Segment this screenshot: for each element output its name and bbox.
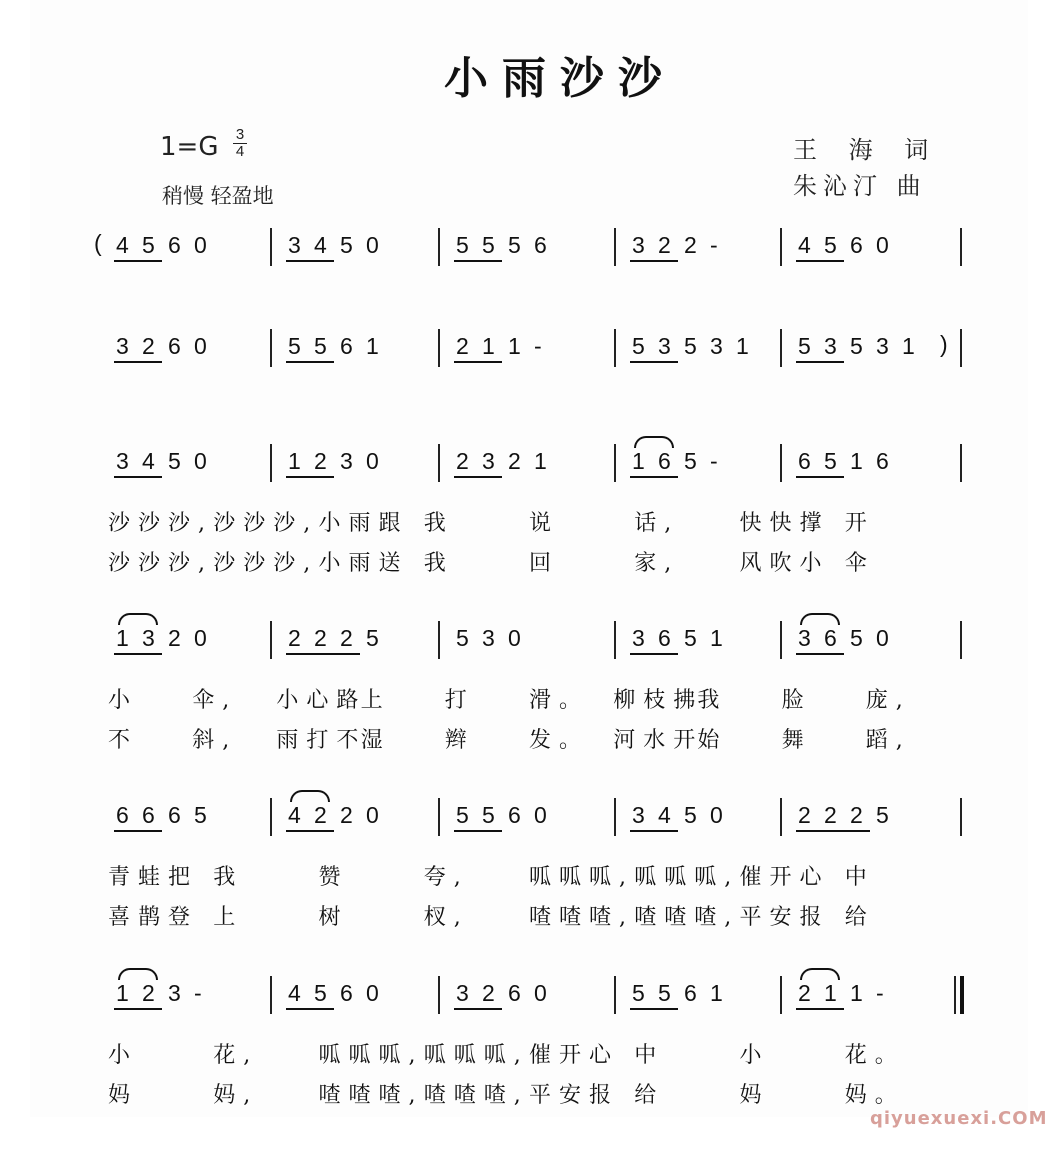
- note-0: 0: [534, 802, 547, 828]
- note-5: 5: [850, 333, 863, 359]
- lyric-word: 上: [360, 688, 391, 713]
- composer-credit: 朱沁汀 曲: [793, 172, 927, 200]
- beam-underline: [114, 476, 162, 478]
- time-signature: [233, 128, 247, 159]
- barline: [960, 798, 962, 836]
- lyric-word: 发。: [529, 728, 590, 753]
- lyric-word: 小雨送: [318, 551, 409, 576]
- lyric-word: 我: [697, 688, 728, 713]
- note-2: 2: [340, 625, 353, 651]
- note-6: 6: [168, 802, 181, 828]
- lyric-word: 伞: [844, 551, 875, 576]
- lyric-word: 小: [739, 1043, 770, 1068]
- note-5: 5: [824, 448, 837, 474]
- note-6: 6: [340, 333, 353, 359]
- note-2: 2: [824, 802, 837, 828]
- note-2: 2: [142, 980, 155, 1006]
- beam-underline: [286, 653, 360, 655]
- lyric-word: 打: [444, 688, 475, 713]
- note-1: 1: [366, 333, 379, 359]
- barline: [438, 621, 440, 659]
- note-4: 4: [116, 232, 129, 258]
- note-2: 2: [798, 802, 811, 828]
- lyric-word: 我: [423, 551, 454, 576]
- lyric-word: 喜鹊登: [108, 905, 199, 930]
- site-watermark: qiyuexuexi.COM: [870, 1108, 1048, 1129]
- beam-underline: [796, 830, 870, 832]
- barline: [614, 329, 616, 367]
- beam-underline: [114, 653, 162, 655]
- lyric-word: 给: [634, 1083, 665, 1108]
- note-1: 1: [850, 980, 863, 1006]
- note-6: 6: [116, 802, 129, 828]
- slur-mark: [118, 968, 158, 980]
- beam-underline: [796, 260, 844, 262]
- lyric-word: 呱呱呱,: [318, 1043, 424, 1068]
- lyric-word: 中: [844, 865, 875, 890]
- beam-underline: [454, 476, 502, 478]
- note-6: 6: [798, 448, 811, 474]
- note-4: 4: [658, 802, 671, 828]
- note-2: 2: [168, 625, 181, 651]
- lyric-word: 喳喳喳,: [529, 905, 634, 930]
- beam-underline: [630, 361, 678, 363]
- note-6: 6: [658, 448, 671, 474]
- beam-underline: [796, 1008, 844, 1010]
- note-1: 1: [710, 625, 723, 651]
- note-6: 6: [508, 802, 521, 828]
- note-2: 2: [658, 232, 671, 258]
- note-5: 5: [314, 333, 327, 359]
- lyric-word: 呱呱呱,: [634, 865, 740, 890]
- lyric-word: 喳喳喳,: [318, 1083, 424, 1108]
- note-1: 1: [534, 448, 547, 474]
- note-6: 6: [168, 333, 181, 359]
- note-0: 0: [876, 232, 889, 258]
- lyric-word: 花,: [213, 1043, 259, 1068]
- lyric-word: 舞: [781, 728, 812, 753]
- beam-underline: [286, 361, 334, 363]
- lyric-word: 蹈,: [865, 728, 911, 753]
- note-6: 6: [508, 980, 521, 1006]
- note-6: 6: [340, 980, 353, 1006]
- barline: [270, 976, 272, 1014]
- note-1: 1: [824, 980, 837, 1006]
- note-5: 5: [168, 448, 181, 474]
- note-0: 0: [508, 625, 521, 651]
- note-3: 3: [798, 625, 811, 651]
- lyric-word: 小心路: [276, 688, 367, 713]
- note-5: 5: [508, 232, 521, 258]
- note-4: 4: [798, 232, 811, 258]
- note-2: 2: [288, 625, 301, 651]
- note-5: 5: [850, 625, 863, 651]
- lyric-word: 家,: [634, 551, 680, 576]
- barline: [954, 976, 956, 1014]
- note-3: 3: [876, 333, 889, 359]
- lyric-word: 开: [844, 511, 875, 536]
- note-5: 5: [288, 333, 301, 359]
- note-2: 2: [456, 448, 469, 474]
- barline: [438, 976, 440, 1014]
- lyric-word: 妈,: [213, 1083, 259, 1108]
- note-6: 6: [876, 448, 889, 474]
- tempo-marking: 稍慢 轻盈地: [162, 184, 274, 208]
- barline: [438, 329, 440, 367]
- note-dash: -: [534, 333, 542, 359]
- note-3: 3: [632, 232, 645, 258]
- barline: [438, 444, 440, 482]
- note-2: 2: [798, 980, 811, 1006]
- key-signature: 1=G: [160, 132, 219, 162]
- lyric-word: 沙沙沙,: [108, 511, 213, 536]
- barline: [438, 798, 440, 836]
- note-dash: -: [710, 232, 718, 258]
- final-barline: [960, 976, 964, 1014]
- beam-underline: [796, 361, 844, 363]
- lyric-word: 小雨跟: [318, 511, 409, 536]
- note-6: 6: [168, 232, 181, 258]
- lyric-word: 滑。: [529, 688, 590, 713]
- note-dash: -: [710, 448, 718, 474]
- lyric-word: 青蛙把: [108, 865, 199, 890]
- barline: [960, 444, 962, 482]
- lyric-word: 辫: [444, 728, 475, 753]
- note-3: 3: [824, 333, 837, 359]
- beam-underline: [286, 476, 334, 478]
- time-signature-top: 3: [235, 126, 245, 143]
- beam-underline: [454, 830, 502, 832]
- barline: [614, 621, 616, 659]
- beam-underline: [454, 361, 502, 363]
- note-3: 3: [456, 980, 469, 1006]
- lyric-word: 快快撑: [739, 511, 830, 536]
- note-2: 2: [314, 448, 327, 474]
- note-1: 1: [736, 333, 749, 359]
- barline: [614, 228, 616, 266]
- note-4: 4: [314, 232, 327, 258]
- note-5: 5: [798, 333, 811, 359]
- note-5: 5: [456, 232, 469, 258]
- note-3: 3: [710, 333, 723, 359]
- beam-underline: [796, 476, 844, 478]
- lyric-word: 给: [844, 905, 875, 930]
- lyric-word: 风吹小: [739, 551, 830, 576]
- lyric-word: 河水开: [613, 728, 704, 753]
- note-5: 5: [456, 802, 469, 828]
- note-1: 1: [482, 333, 495, 359]
- lyric-word: 小: [108, 1043, 139, 1068]
- lyric-word: 湿: [360, 728, 391, 753]
- note-5: 5: [142, 232, 155, 258]
- lyric-word: 催开心: [529, 1043, 620, 1068]
- note-3: 3: [116, 448, 129, 474]
- lyric-word: 脸: [781, 688, 812, 713]
- barline: [614, 798, 616, 836]
- barline: [270, 621, 272, 659]
- note-1: 1: [710, 980, 723, 1006]
- lyric-word: 说: [529, 511, 560, 536]
- beam-underline: [286, 260, 334, 262]
- note-2: 2: [314, 625, 327, 651]
- note-5: 5: [684, 333, 697, 359]
- lyric-word: 雨打不: [276, 728, 367, 753]
- barline: [960, 621, 962, 659]
- beam-underline: [796, 653, 844, 655]
- note-2: 2: [482, 980, 495, 1006]
- slur-mark: [800, 613, 840, 625]
- lyric-word: 喳喳喳,: [634, 905, 740, 930]
- lyric-word: 庞,: [865, 688, 911, 713]
- barline: [780, 976, 782, 1014]
- note-3: 3: [658, 333, 671, 359]
- note-5: 5: [340, 232, 353, 258]
- lyric-word: 斜,: [192, 728, 238, 753]
- note-5: 5: [482, 232, 495, 258]
- note-1: 1: [116, 980, 129, 1006]
- beam-underline: [630, 476, 678, 478]
- lyricist-credit: 王 海 词: [793, 136, 941, 164]
- note-0: 0: [534, 980, 547, 1006]
- lyric-word: 呱呱呱,: [529, 865, 634, 890]
- note-3: 3: [632, 802, 645, 828]
- lyric-word: 始: [697, 728, 728, 753]
- note-0: 0: [710, 802, 723, 828]
- note-0: 0: [194, 625, 207, 651]
- lyric-word: 催开心: [739, 865, 830, 890]
- beam-underline: [630, 653, 678, 655]
- close-paren: ): [940, 331, 948, 357]
- note-6: 6: [684, 980, 697, 1006]
- barline: [438, 228, 440, 266]
- lyric-word: 柳枝拂: [613, 688, 704, 713]
- note-1: 1: [850, 448, 863, 474]
- barline: [270, 798, 272, 836]
- note-4: 4: [142, 448, 155, 474]
- song-title: 小雨沙沙: [444, 53, 676, 104]
- lyric-word: 平安报: [739, 905, 830, 930]
- note-2: 2: [142, 333, 155, 359]
- lyric-word: 我: [423, 511, 454, 536]
- note-5: 5: [456, 625, 469, 651]
- slur-mark: [290, 790, 330, 802]
- lyric-word: 伞,: [192, 688, 238, 713]
- lyric-word: 不: [108, 728, 139, 753]
- note-3: 3: [482, 448, 495, 474]
- barline: [270, 228, 272, 266]
- beam-underline: [114, 1008, 162, 1010]
- note-3: 3: [116, 333, 129, 359]
- note-1: 1: [632, 448, 645, 474]
- score-sheet: [30, 0, 1048, 1129]
- lyric-word: 中: [634, 1043, 665, 1068]
- note-5: 5: [658, 980, 671, 1006]
- note-5: 5: [684, 802, 697, 828]
- note-2: 2: [684, 232, 697, 258]
- lyric-word: 赞: [318, 865, 349, 890]
- lyric-word: 树: [318, 905, 349, 930]
- beam-underline: [114, 361, 162, 363]
- note-6: 6: [850, 232, 863, 258]
- barline: [780, 329, 782, 367]
- lyric-word: 喳喳喳,: [423, 1083, 529, 1108]
- note-4: 4: [288, 802, 301, 828]
- note-1: 1: [288, 448, 301, 474]
- barline: [270, 444, 272, 482]
- note-2: 2: [850, 802, 863, 828]
- note-0: 0: [194, 333, 207, 359]
- note-5: 5: [632, 980, 645, 1006]
- slur-mark: [800, 968, 840, 980]
- note-6: 6: [142, 802, 155, 828]
- beam-underline: [454, 1008, 502, 1010]
- note-5: 5: [194, 802, 207, 828]
- note-2: 2: [456, 333, 469, 359]
- note-6: 6: [824, 625, 837, 651]
- beam-underline: [114, 830, 162, 832]
- barline: [960, 329, 962, 367]
- barline: [960, 228, 962, 266]
- note-1: 1: [116, 625, 129, 651]
- note-3: 3: [632, 625, 645, 651]
- note-3: 3: [288, 232, 301, 258]
- note-4: 4: [288, 980, 301, 1006]
- lyric-word: 呱呱呱,: [423, 1043, 529, 1068]
- note-dash: -: [876, 980, 884, 1006]
- note-5: 5: [482, 802, 495, 828]
- lyric-word: 我: [213, 865, 244, 890]
- note-1: 1: [508, 333, 521, 359]
- barline: [614, 444, 616, 482]
- lyric-word: 沙沙沙,: [108, 551, 213, 576]
- note-5: 5: [824, 232, 837, 258]
- note-1: 1: [902, 333, 915, 359]
- lyric-word: 妈。: [844, 1083, 905, 1108]
- note-0: 0: [876, 625, 889, 651]
- beam-underline: [454, 260, 502, 262]
- lyric-word: 回: [529, 551, 560, 576]
- barline: [780, 228, 782, 266]
- beam-underline: [630, 1008, 678, 1010]
- note-dash: -: [194, 980, 202, 1006]
- note-3: 3: [340, 448, 353, 474]
- note-0: 0: [366, 448, 379, 474]
- barline: [270, 329, 272, 367]
- barline: [614, 976, 616, 1014]
- lyric-word: 沙沙沙,: [213, 511, 319, 536]
- note-2: 2: [508, 448, 521, 474]
- note-6: 6: [658, 625, 671, 651]
- time-signature-bottom: 4: [235, 143, 245, 160]
- slur-mark: [634, 436, 674, 448]
- lyric-word: 上: [213, 905, 244, 930]
- note-3: 3: [142, 625, 155, 651]
- note-0: 0: [194, 232, 207, 258]
- note-2: 2: [340, 802, 353, 828]
- lyric-word: 平安报: [529, 1083, 620, 1108]
- note-5: 5: [314, 980, 327, 1006]
- beam-underline: [114, 260, 162, 262]
- open-paren: (: [94, 230, 102, 256]
- lyric-word: 妈: [108, 1083, 139, 1108]
- note-3: 3: [482, 625, 495, 651]
- lyric-word: 沙沙沙,: [213, 551, 319, 576]
- beam-underline: [630, 830, 678, 832]
- note-5: 5: [366, 625, 379, 651]
- note-0: 0: [366, 232, 379, 258]
- note-6: 6: [534, 232, 547, 258]
- note-0: 0: [194, 448, 207, 474]
- lyric-word: 杈,: [423, 905, 469, 930]
- note-5: 5: [684, 448, 697, 474]
- note-2: 2: [314, 802, 327, 828]
- barline: [780, 621, 782, 659]
- barline: [780, 444, 782, 482]
- barline: [780, 798, 782, 836]
- note-5: 5: [632, 333, 645, 359]
- slur-mark: [118, 613, 158, 625]
- lyric-word: 话,: [634, 511, 680, 536]
- lyric-word: 夸,: [423, 865, 469, 890]
- beam-underline: [286, 1008, 334, 1010]
- lyric-word: 小: [108, 688, 139, 713]
- note-5: 5: [684, 625, 697, 651]
- note-5: 5: [876, 802, 889, 828]
- lyric-word: 妈: [739, 1083, 770, 1108]
- lyric-word: 花。: [844, 1043, 905, 1068]
- note-3: 3: [168, 980, 181, 1006]
- beam-underline: [630, 260, 678, 262]
- note-0: 0: [366, 802, 379, 828]
- note-0: 0: [366, 980, 379, 1006]
- beam-underline: [286, 830, 334, 832]
